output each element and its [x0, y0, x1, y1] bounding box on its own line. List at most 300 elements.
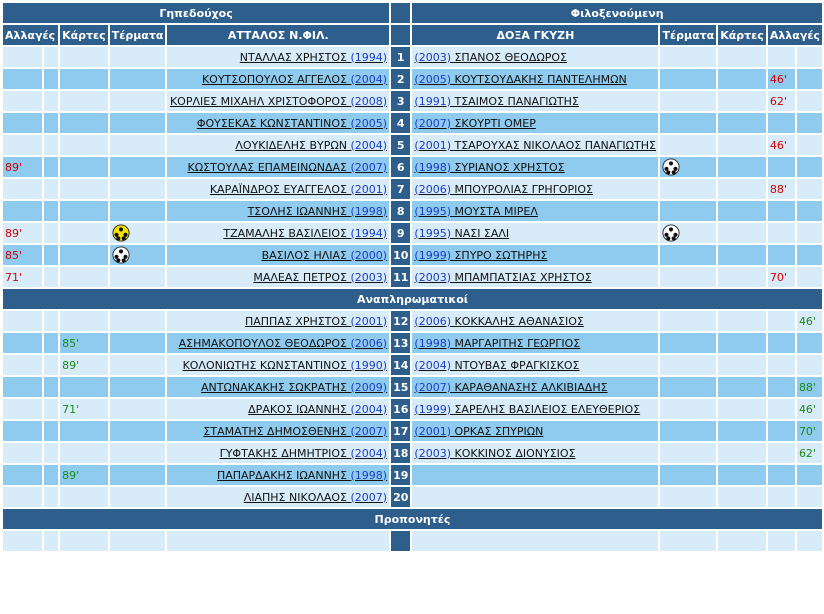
- away-sub2-cell: [797, 69, 822, 89]
- away-player[interactable]: [412, 333, 658, 353]
- away-player[interactable]: [412, 311, 658, 331]
- away-sub-minute: 70': [769, 270, 787, 284]
- shirt-number: 20: [391, 487, 410, 507]
- home-goal-cell: [110, 487, 166, 507]
- away-card-cell: [718, 91, 766, 111]
- away-goal-cell: [660, 355, 716, 375]
- player-name: ΜΠΑΜΠΑΤΣΙΑΣ ΧΡΗΣΤΟΣ: [454, 270, 592, 284]
- player-name: ΚΟΥΤΣΟΠΟΥΛΟΣ ΑΓΓΕΛΟΣ: [201, 72, 348, 86]
- player-name: ΤΣΑΙΜΟΣ ΠΑΝΑΓΙΩΤΗΣ: [454, 94, 579, 108]
- player-year: (2001): [414, 424, 451, 438]
- home-player[interactable]: [167, 135, 389, 155]
- away-sub-cell: [768, 421, 795, 441]
- player-year: (2006): [414, 314, 451, 328]
- away-card-cell: [718, 355, 766, 375]
- player-year: (2008): [350, 94, 388, 108]
- away-sub-cell: [768, 135, 795, 155]
- player-year: (2007): [414, 116, 451, 130]
- home-sub2-cell: [44, 223, 58, 243]
- away-player[interactable]: [412, 267, 658, 287]
- shirt-number: 9: [391, 223, 410, 243]
- player-name: ΓΥΦΤΑΚΗΣ ΔΗΜΗΤΡΙΟΣ: [219, 446, 348, 460]
- away-goal-cell: [660, 91, 716, 111]
- away-card-cell: [718, 267, 766, 287]
- table-row: [3, 355, 822, 375]
- home-goal-cell: [110, 113, 166, 133]
- home-goal-cell: [110, 179, 166, 199]
- home-card-cell: [60, 443, 108, 463]
- coaches-header: Προπονητές: [3, 509, 822, 529]
- home-goal-cell: [110, 47, 166, 67]
- player-year: (2003): [414, 446, 451, 460]
- away-sub-minute: 88': [798, 380, 816, 394]
- home-player[interactable]: [167, 201, 389, 221]
- away-goal-cell: [660, 487, 716, 507]
- away-sub-cell: [768, 399, 795, 419]
- shirt-number: 7: [391, 179, 410, 199]
- home-sub2-cell: [44, 421, 58, 441]
- away-player[interactable]: [412, 69, 658, 89]
- home-goal-cell: [110, 421, 166, 441]
- away-player[interactable]: [412, 245, 658, 265]
- home-sub-cell: [3, 201, 42, 221]
- away-player[interactable]: [412, 377, 658, 397]
- home-sub-cell: [3, 399, 42, 419]
- player-name: ΤΣΟΛΗΣ ΙΩΑΝΝΗΣ: [247, 204, 348, 218]
- home-card-cell: [60, 135, 108, 155]
- away-goal-cell: [660, 113, 716, 133]
- home-card-cell: [60, 157, 108, 177]
- home-card-cell: [60, 223, 108, 243]
- player-year: (1998): [414, 336, 451, 350]
- player-name: ΚΟΛΟΝΙΩΤΗΣ ΚΩΝΣΤΑΝΤΙΝΟΣ: [182, 358, 348, 372]
- table-row: [3, 179, 822, 199]
- away-header: Φιλοξενούμενη: [412, 3, 822, 23]
- player-name: ΛΙΑΠΗΣ ΝΙΚΟΛΑΟΣ: [243, 490, 348, 504]
- away-player-link[interactable]: [414, 315, 583, 328]
- empty-cell: [412, 531, 658, 551]
- home-card-cell: [60, 487, 108, 507]
- home-sub2-cell: [44, 487, 58, 507]
- home-sub-cell: [3, 47, 42, 67]
- home-player[interactable]: [167, 223, 389, 243]
- home-player[interactable]: [167, 245, 389, 265]
- player-year: (1999): [414, 402, 451, 416]
- empty-cell: [3, 531, 42, 551]
- away-sub-minute: 62': [769, 94, 787, 108]
- home-player-link[interactable]: [262, 249, 388, 262]
- player-name: ΜΟΥΣΤΑ ΜΙΡΕΛ: [454, 204, 538, 218]
- away-goal-cell: [660, 377, 716, 397]
- home-sub-cell: [3, 333, 42, 353]
- away-player-link[interactable]: [414, 73, 626, 86]
- away-player-link[interactable]: [414, 139, 656, 152]
- player-year: (1991): [414, 94, 451, 108]
- bench-header: Αναπληρωματικοί: [3, 289, 822, 309]
- empty-cell: [718, 531, 766, 551]
- player-name: ΣΚΟΥΡΤΙ ΟΜΕΡ: [454, 116, 536, 130]
- home-header: Γηπεδούχος: [3, 3, 389, 23]
- home-player-link[interactable]: [202, 73, 387, 86]
- away-sub2-cell: [797, 421, 822, 441]
- home-sub-cell: [3, 377, 42, 397]
- away-player-link[interactable]: [414, 425, 543, 438]
- away-player-link[interactable]: [414, 51, 567, 64]
- home-player-link[interactable]: [197, 117, 387, 130]
- home-player[interactable]: [167, 179, 389, 199]
- away-player-link[interactable]: [414, 359, 579, 372]
- away-player-link[interactable]: [414, 447, 575, 460]
- away-sub2-cell: [797, 377, 822, 397]
- home-sub2-cell: [44, 69, 58, 89]
- away-goal-cell: [660, 267, 716, 287]
- away-sub2-cell: [797, 399, 822, 419]
- empty-cell: [167, 531, 389, 551]
- ball-icon: [662, 158, 680, 176]
- home-card-cell: [60, 69, 108, 89]
- away-goal-cell: [660, 443, 716, 463]
- table-row: [3, 443, 822, 463]
- away-sub2-cell: [797, 355, 822, 375]
- player-name: ΜΑΛΕΑΣ ΠΕΤΡΟΣ: [253, 270, 348, 284]
- table-row: [3, 91, 822, 111]
- away-sub-minute: 46': [769, 72, 787, 86]
- shirt-number: 4: [391, 113, 410, 133]
- home-player[interactable]: [167, 355, 389, 375]
- player-year: (1999): [414, 248, 451, 262]
- away-goal-cell: [660, 179, 716, 199]
- home-sub-cell: [3, 113, 42, 133]
- away-player-link[interactable]: [414, 403, 640, 416]
- home-goal-cell: [110, 377, 166, 397]
- away-player[interactable]: [412, 179, 658, 199]
- away-sub-cell: [768, 47, 795, 67]
- home-player[interactable]: [167, 333, 389, 353]
- player-year: (2007): [350, 490, 388, 504]
- player-name: ΜΑΡΓΑΡΙΤΗΣ ΓΕΩΡΓΙΟΣ: [454, 336, 581, 350]
- home-sub2-cell: [44, 201, 58, 221]
- table-row: [3, 223, 822, 243]
- player-year: (2006): [350, 336, 388, 350]
- player-year: (2007): [350, 424, 388, 438]
- away-player[interactable]: [412, 201, 658, 221]
- away-player[interactable]: [412, 135, 658, 155]
- away-goal-cell: [660, 135, 716, 155]
- player-year: (2001): [350, 314, 388, 328]
- home-card-cell: [60, 311, 108, 331]
- away-card-cell: [718, 399, 766, 419]
- home-goal-cell: [110, 157, 166, 177]
- home-sub2-cell: [44, 443, 58, 463]
- player-name: ΣΠΥΡΟ ΣΩΤΗΡΗΣ: [454, 248, 548, 262]
- away-sub-minute: 62': [798, 446, 816, 460]
- home-player-link[interactable]: [203, 425, 387, 438]
- shirt-number: 15: [391, 377, 410, 397]
- away-sub2-cell: [797, 223, 822, 243]
- home-sub-cell: [3, 311, 42, 331]
- away-sub2-cell: [797, 333, 822, 353]
- away-card-cell: [718, 223, 766, 243]
- away-player-link[interactable]: [414, 205, 537, 218]
- shirt-number: 10: [391, 245, 410, 265]
- away-sub-cell: [768, 223, 795, 243]
- home-card-cell: [60, 91, 108, 111]
- player-name: ΝΤΟΥΒΑΣ ΦΡΑΓΚΙΣΚΟΣ: [454, 358, 580, 372]
- player-name: ΜΠΟΥΡΟΛΙΑΣ ΓΡΗΓΟΡΙΟΣ: [454, 182, 593, 196]
- player-year: (2000): [350, 248, 388, 262]
- player-year: (1990): [350, 358, 388, 372]
- home-player[interactable]: [167, 377, 389, 397]
- player-name: ΒΑΣΙΛΟΣ ΗΛΙΑΣ: [261, 248, 348, 262]
- home-player-link[interactable]: [188, 161, 388, 174]
- home-cards-col: Κάρτες: [60, 25, 108, 45]
- home-player-link[interactable]: [248, 205, 388, 218]
- away-card-cell: [718, 135, 766, 155]
- home-card-cell: [60, 245, 108, 265]
- player-year: (2004): [350, 402, 388, 416]
- table-row: [3, 245, 822, 265]
- away-player[interactable]: [412, 443, 658, 463]
- player-year: (1998): [350, 468, 388, 482]
- away-sub-cell: [768, 179, 795, 199]
- player-year: (1995): [414, 226, 451, 240]
- away-card-cell: [718, 465, 766, 485]
- player-name: ΟΡΚΑΣ ΣΠΥΡΙΩΝ: [454, 424, 544, 438]
- away-card-cell: [718, 113, 766, 133]
- away-card-cell: [718, 443, 766, 463]
- player-year: (1998): [350, 204, 388, 218]
- away-player[interactable]: [412, 91, 658, 111]
- player-name: ΠΑΠΑΡΔΑΚΗΣ ΙΩΑΝΝΗΣ: [216, 468, 348, 482]
- home-card-cell: [60, 377, 108, 397]
- away-player-link[interactable]: [414, 249, 547, 262]
- home-sub-cell: [3, 91, 42, 111]
- home-player-link[interactable]: [201, 381, 387, 394]
- away-sub2-cell: [797, 47, 822, 67]
- home-goal-cell: [110, 223, 166, 243]
- player-year: (2003): [350, 270, 388, 284]
- home-sub-cell: [3, 135, 42, 155]
- away-sub-cell: [768, 443, 795, 463]
- home-player-link[interactable]: [217, 469, 387, 482]
- home-card-cell: [60, 113, 108, 133]
- shirt-number: 8: [391, 201, 410, 221]
- home-player-link[interactable]: [244, 491, 387, 504]
- away-goal-cell: [660, 333, 716, 353]
- away-sub2-cell: [797, 113, 822, 133]
- away-sub-minute: 46': [769, 138, 787, 152]
- away-sub-cell: [768, 333, 795, 353]
- away-player-link[interactable]: [414, 161, 564, 174]
- player-name: ΣΥΡΙΑΝΟΣ ΧΡΗΣΤΟΣ: [454, 160, 565, 174]
- away-sub2-cell: [797, 201, 822, 221]
- divider: [391, 3, 410, 23]
- empty-cell: [60, 531, 108, 551]
- table-row: [3, 333, 822, 353]
- home-goal-cell: [110, 91, 166, 111]
- away-goal-cell: [660, 465, 716, 485]
- away-player-link[interactable]: [414, 381, 607, 394]
- home-card-cell: [60, 179, 108, 199]
- player-year: (2004): [350, 72, 388, 86]
- home-card-cell: [60, 421, 108, 441]
- home-sub-minute: 89': [5, 226, 23, 240]
- away-card-cell: [718, 47, 766, 67]
- home-player-link[interactable]: [183, 359, 388, 372]
- player-name: ΝΑΣΙ ΣΑΛΙ: [454, 226, 510, 240]
- away-sub-cell: [768, 465, 795, 485]
- home-sub2-cell: [44, 245, 58, 265]
- shirt-number: 1: [391, 47, 410, 67]
- shirt-number: 16: [391, 399, 410, 419]
- home-player-link[interactable]: [179, 337, 387, 350]
- away-goals-col: Τέρματα: [660, 25, 716, 45]
- away-player-link[interactable]: [414, 95, 578, 108]
- away-card-cell: [718, 157, 766, 177]
- player-year: (2003): [414, 270, 451, 284]
- home-sub-cell: [3, 443, 42, 463]
- home-player[interactable]: [167, 267, 389, 287]
- shirt-number: 17: [391, 421, 410, 441]
- home-goal-cell: [110, 201, 166, 221]
- home-player[interactable]: [167, 443, 389, 463]
- away-sub-cell: [768, 377, 795, 397]
- player-year: (2007): [350, 160, 388, 174]
- empty-cell: [797, 531, 822, 551]
- away-sub2-cell: [797, 91, 822, 111]
- player-name: ΣΠΑΝΟΣ ΘΕΟΔΩΡΟΣ: [454, 50, 568, 64]
- home-player-link[interactable]: [235, 139, 387, 152]
- player-year: (1994): [350, 226, 388, 240]
- table-row: [3, 157, 822, 177]
- player-name: ΔΡΑΚΟΣ ΙΩΑΝΝΗΣ: [248, 402, 348, 416]
- away-team-name: ΔΟΞΑ ΓΚΥΖΗ: [412, 25, 658, 45]
- home-card-cell: [60, 267, 108, 287]
- home-player[interactable]: [167, 113, 389, 133]
- lineup-body: [3, 3, 822, 551]
- empty-cell: [44, 531, 58, 551]
- home-card-cell: [60, 47, 108, 67]
- home-player-link[interactable]: [210, 183, 387, 196]
- home-player-link[interactable]: [223, 227, 387, 240]
- away-goal-cell: [660, 399, 716, 419]
- home-goal-cell: [110, 443, 166, 463]
- away-player[interactable]: [412, 113, 658, 133]
- away-player[interactable]: [412, 465, 658, 485]
- away-sub2-cell: [797, 179, 822, 199]
- away-cards-col: Κάρτες: [718, 25, 766, 45]
- away-player[interactable]: [412, 223, 658, 243]
- home-player[interactable]: [167, 157, 389, 177]
- player-name: ΠΑΠΠΑΣ ΧΡΗΣΤΟΣ: [244, 314, 348, 328]
- home-player-link[interactable]: [253, 271, 387, 284]
- player-year: (2003): [414, 50, 451, 64]
- home-goal-cell: [110, 399, 166, 419]
- away-card-cell: [718, 179, 766, 199]
- home-player[interactable]: [167, 421, 389, 441]
- home-player[interactable]: [167, 399, 389, 419]
- away-player-link[interactable]: [414, 227, 509, 240]
- away-player-link[interactable]: [414, 117, 535, 130]
- home-subs-col: Αλλαγές: [3, 25, 58, 45]
- home-sub2-cell: [44, 113, 58, 133]
- home-goal-cell: [110, 135, 166, 155]
- away-card-cell: [718, 311, 766, 331]
- home-sub-cell: [3, 487, 42, 507]
- home-player-link[interactable]: [245, 315, 387, 328]
- away-player-link[interactable]: [414, 337, 580, 350]
- away-player[interactable]: [412, 399, 658, 419]
- home-sub-minute: 71': [5, 270, 23, 284]
- divider: [391, 25, 410, 45]
- home-player-link[interactable]: [220, 447, 388, 460]
- shirt-number: 13: [391, 333, 410, 353]
- table-row: [3, 47, 822, 67]
- home-player-link[interactable]: [248, 403, 387, 416]
- home-player[interactable]: [167, 311, 389, 331]
- home-sub2-cell: [44, 355, 58, 375]
- player-year: (2001): [350, 182, 388, 196]
- player-name: ΣΤΑΜΑΤΗΣ ΔΗΜΟΣΘΕΝΗΣ: [203, 424, 348, 438]
- away-player[interactable]: [412, 47, 658, 67]
- home-sub-in-minute: 89': [62, 358, 80, 372]
- player-name: ΑΣΗΜΑΚΟΠΟΥΛΟΣ ΘΕΟΔΩΡΟΣ: [178, 336, 348, 350]
- away-player-link[interactable]: [414, 183, 593, 196]
- home-sub-minute: 85': [5, 248, 23, 262]
- away-player[interactable]: [412, 157, 658, 177]
- table-row: [3, 531, 822, 551]
- player-name: ΣΑΡΕΛΗΣ ΒΑΣΙΛΕΙΟΣ ΕΛΕΥΘΕΡΙΟΣ: [454, 402, 641, 416]
- home-player[interactable]: [167, 47, 389, 67]
- away-player[interactable]: [412, 355, 658, 375]
- home-player[interactable]: [167, 465, 389, 485]
- home-goal-cell: [110, 333, 166, 353]
- home-player-link[interactable]: [240, 51, 387, 64]
- home-player[interactable]: [167, 487, 389, 507]
- away-player[interactable]: [412, 421, 658, 441]
- home-player-link[interactable]: [170, 95, 387, 108]
- table-row: [3, 69, 822, 89]
- home-player[interactable]: [167, 69, 389, 89]
- home-player[interactable]: [167, 91, 389, 111]
- away-player-link[interactable]: [414, 271, 591, 284]
- away-goal-cell: [660, 69, 716, 89]
- away-sub-cell: [768, 113, 795, 133]
- empty-cell: [391, 531, 410, 551]
- away-sub-cell: [768, 267, 795, 287]
- away-player[interactable]: [412, 487, 658, 507]
- player-year: (2005): [414, 72, 451, 86]
- away-card-cell: [718, 201, 766, 221]
- away-sub2-cell: [797, 157, 822, 177]
- player-year: (2007): [414, 380, 451, 394]
- table-row: [3, 201, 822, 221]
- home-sub-cell: [3, 157, 42, 177]
- away-goal-cell: [660, 245, 716, 265]
- table-row: [3, 377, 822, 397]
- player-year: (2006): [414, 182, 451, 196]
- away-card-cell: [718, 487, 766, 507]
- player-name: ΚΟΥΤΣΟΥΔΑΚΗΣ ΠΑΝΤΕΛΗΜΩΝ: [454, 72, 627, 86]
- empty-cell: [768, 531, 795, 551]
- player-year: (2004): [414, 358, 451, 372]
- home-sub2-cell: [44, 465, 58, 485]
- home-sub2-cell: [44, 135, 58, 155]
- player-name: ΚΑΡΑΘΑΝΑΣΗΣ ΑΛΚΙΒΙΑΔΗΣ: [454, 380, 608, 394]
- home-sub2-cell: [44, 311, 58, 331]
- player-year: (1995): [414, 204, 451, 218]
- home-sub2-cell: [44, 377, 58, 397]
